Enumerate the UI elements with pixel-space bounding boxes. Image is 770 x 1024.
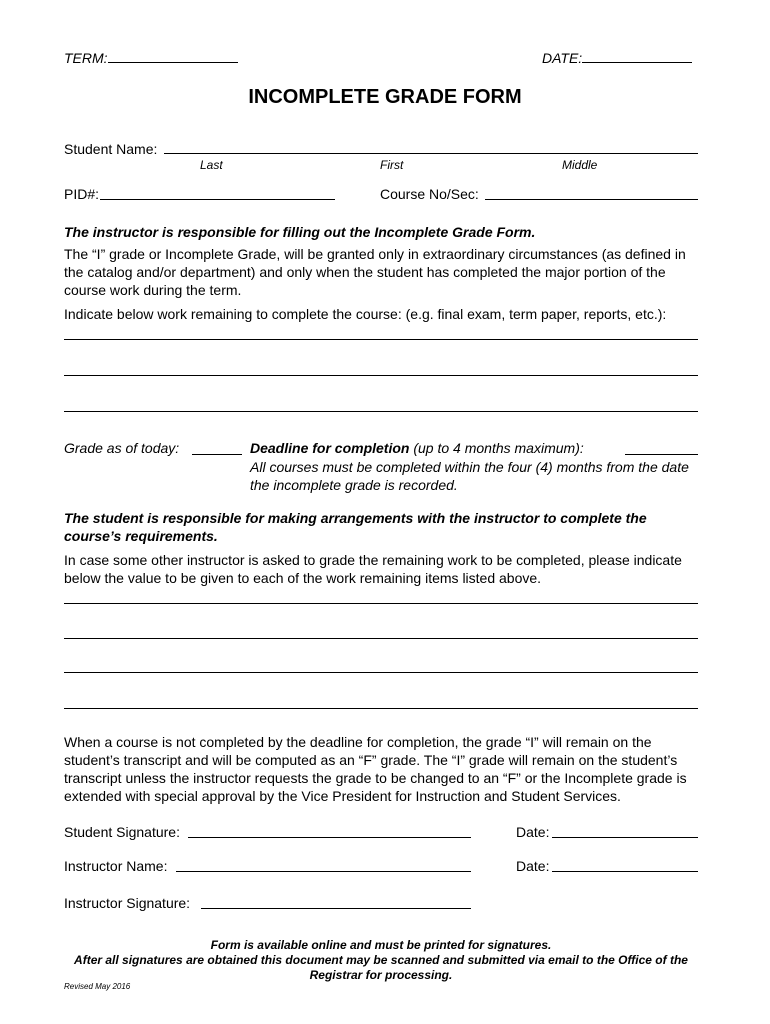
footer-line-2: After all signatures are obtained this document may be scanned and submitted via email to the Office of the Registrar for processing. — [74, 953, 688, 982]
work-remaining-prompt: Indicate below work remaining to complete the course: (e.g. final exam, term paper, reports, etc.): — [64, 306, 667, 322]
other-instructor-text: In case some other instructor is asked to grade the remaining work to be completed, please indicate below the value to be given to each of the work remaining items listed above. — [64, 552, 682, 586]
date-label-student: Date: — [516, 824, 550, 840]
work-remaining-line-2[interactable] — [64, 375, 698, 376]
footer-line-1: Form is available online and must be printed for signatures. — [210, 938, 552, 952]
date-field-header[interactable] — [542, 48, 692, 67]
work-remaining-line-3[interactable] — [64, 411, 698, 412]
student-heading: The student is responsible for making arrangements with the instructor to complete the course’s requirements. — [64, 510, 647, 544]
deadline-label: Deadline for completion — [250, 440, 410, 456]
date-label-instructor: Date: — [516, 858, 550, 874]
pid-label: PID#: — [64, 186, 100, 202]
i-grade-text: The “I” grade or Incomplete Grade, will be granted only in extraordinary circumstances (as defined in the catalog and/or department) and only when the student has completed the major portion of the course work during the term. — [64, 246, 686, 298]
instructor-heading: The instructor is responsible for filling out the Incomplete Grade Form. — [64, 224, 536, 240]
student-signature-label: Student Signature: — [64, 824, 180, 840]
sub-label-first: First — [380, 158, 404, 172]
instructor-name-label: Instructor Name: — [64, 858, 168, 874]
date-label-header: DATE: — [542, 50, 583, 66]
sub-label-last: Last — [200, 158, 223, 172]
grade-today-input-line[interactable] — [192, 439, 242, 455]
pid-input-line[interactable] — [100, 184, 335, 200]
work-remaining-line-1[interactable] — [64, 339, 698, 340]
student-date-line[interactable] — [552, 822, 698, 838]
student-name-label: Student Name: — [64, 141, 158, 157]
sub-label-middle: Middle — [562, 158, 598, 172]
value-line-4[interactable] — [64, 708, 698, 709]
value-line-2[interactable] — [64, 638, 698, 639]
term-input-line[interactable] — [108, 48, 238, 63]
deadline-field — [250, 439, 584, 457]
value-line-3[interactable] — [64, 672, 698, 673]
term-label: TERM: — [64, 50, 108, 66]
instructor-name-line[interactable] — [176, 856, 471, 872]
course-input-line[interactable] — [485, 184, 698, 200]
deadline-input-line[interactable] — [625, 439, 698, 455]
term-field[interactable] — [64, 48, 238, 67]
course-label: Course No/Sec: — [380, 186, 479, 202]
instructor-signature-label: Instructor Signature: — [64, 895, 191, 911]
deadline-suffix: (up to 4 months maximum): — [413, 440, 584, 456]
revised-date: Revised May 2016 — [64, 982, 131, 991]
grade-today-label: Grade as of today: — [64, 440, 180, 456]
instructor-signature-line[interactable] — [201, 893, 471, 909]
student-name-input-line[interactable] — [164, 138, 698, 154]
deadline-note: All courses must be completed within the four (4) months from the date the incomplete grade is recorded. — [250, 459, 689, 493]
date-input-line-header[interactable] — [582, 48, 692, 63]
instructor-date-line[interactable] — [552, 856, 698, 872]
value-line-1[interactable] — [64, 603, 698, 604]
page-title: INCOMPLETE GRADE FORM — [248, 86, 522, 108]
deadline-policy-text: When a course is not completed by the deadline for completion, the grade “I” will remain on the student’s transcript and will be computed as an “F” grade. The “I” grade will remain on the student’s transcript unless the instructor requests the grade to be changed to an “F” or the Incomplete grade is extended with special approval by the Vice President for Instruction and Student Services. — [64, 734, 687, 804]
student-signature-line[interactable] — [188, 822, 471, 838]
